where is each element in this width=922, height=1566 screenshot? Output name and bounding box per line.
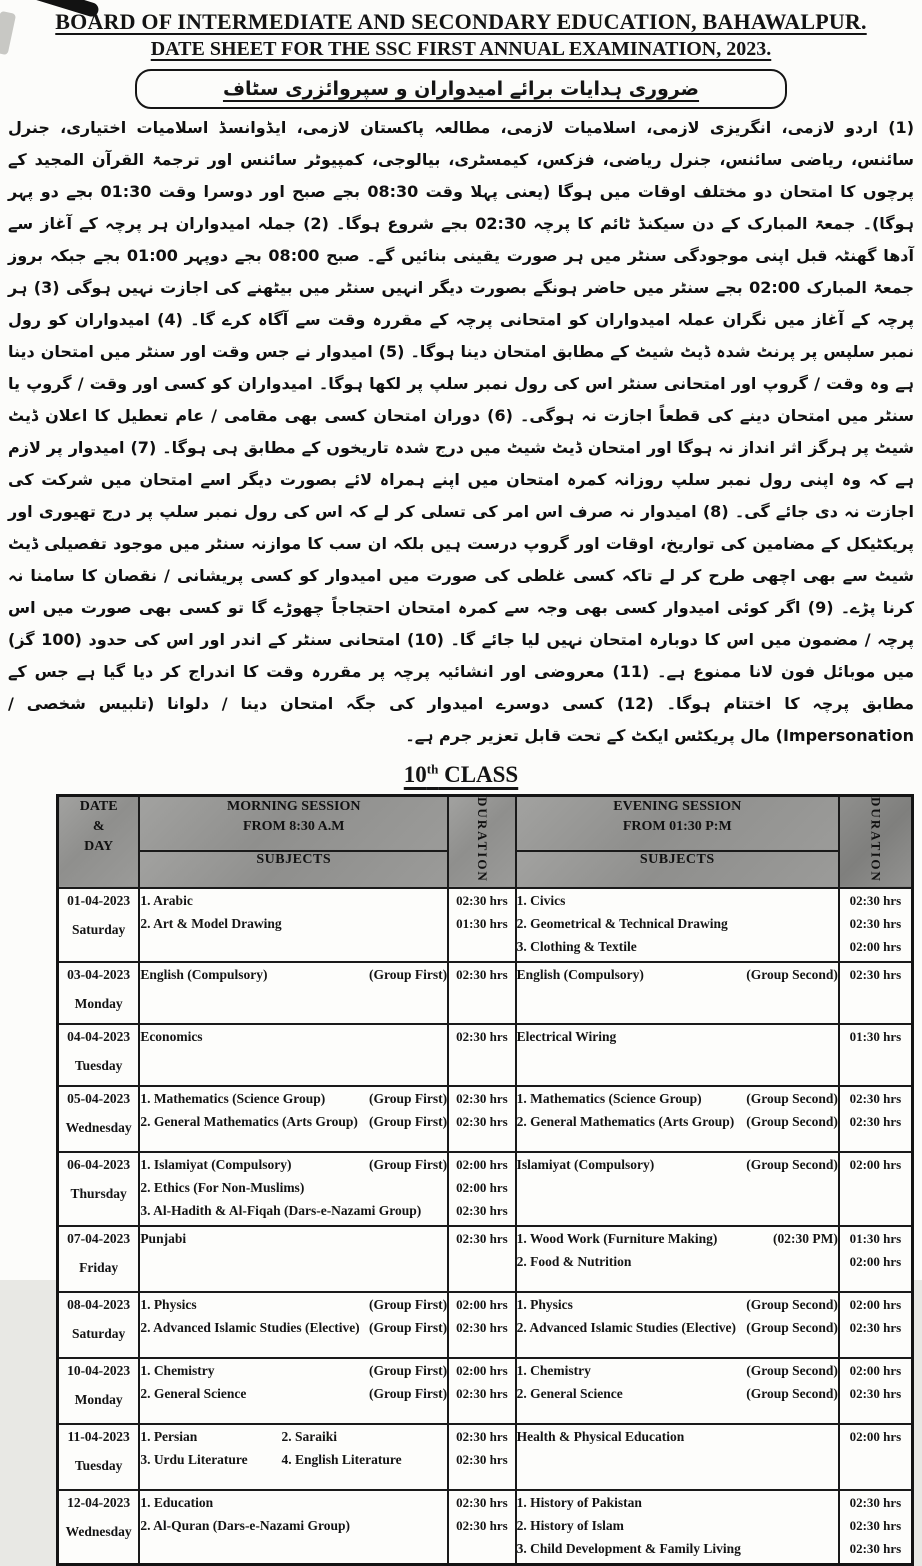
evening-duration-cell — [839, 1490, 913, 1564]
subject-line — [140, 963, 447, 986]
subject-name: English (Compulsory) — [516, 967, 644, 983]
subject-name: 2. Saraiki — [281, 1429, 337, 1445]
duration-value: 01:30 hrs — [849, 1029, 902, 1045]
date-cell — [58, 1152, 140, 1226]
subject-name: 1. Physics — [516, 1297, 573, 1313]
subject-name: 1. Wood Work (Furniture Making) — [516, 1231, 718, 1247]
evening-subjects-cell — [516, 962, 839, 1024]
class-heading — [0, 754, 922, 790]
subject-name: 2. Ethics (For Non-Muslims) — [140, 1180, 305, 1196]
evening-duration-cell — [839, 1024, 913, 1086]
col-header-date-day: DATE & DAY — [58, 795, 140, 888]
morning-duration-cell — [448, 1424, 516, 1490]
subject-line — [517, 1425, 838, 1448]
subject-name: 2. General Science — [140, 1386, 247, 1402]
morning-duration-cell — [448, 1226, 516, 1292]
table-row — [58, 1086, 913, 1152]
exam-day: Thursday — [70, 1186, 127, 1202]
col-header-duration-evening: DURATION — [839, 795, 913, 888]
table-row — [58, 1490, 913, 1564]
subject-name: Punjabi — [140, 1231, 187, 1247]
subject-line — [517, 1110, 838, 1133]
table-row — [58, 1292, 913, 1358]
duration-value: 02:00 hrs — [849, 1157, 902, 1173]
subject-line — [517, 1025, 838, 1048]
subject-name: 1. Islamiyat (Compulsory) — [140, 1157, 292, 1173]
subject-name: 3. Urdu Literature — [140, 1452, 248, 1468]
subject-name: 2. Advanced Islamic Studies (Elective) — [516, 1320, 737, 1336]
morning-subjects-cell — [139, 1358, 448, 1424]
subject-line — [140, 1359, 447, 1382]
group-label: (Group Second) — [746, 967, 838, 983]
date-cell — [58, 1024, 140, 1086]
class-ordinal: th — [426, 761, 439, 776]
exam-day: Wednesday — [65, 1120, 132, 1136]
subject-line — [140, 912, 447, 935]
subject-line — [517, 1153, 838, 1176]
datesheet-body — [58, 888, 913, 1564]
subject-line — [140, 1227, 447, 1250]
col-header-morning-subjects: SUBJECTS — [139, 851, 448, 888]
duration-value: 02:00 hrs — [849, 1254, 902, 1270]
duration-value: 02:30 hrs — [456, 967, 508, 983]
subject-name: Health & Physical Education — [516, 1429, 685, 1445]
subject-name: Islamiyat (Compulsory) — [516, 1157, 655, 1173]
subject-line — [517, 912, 838, 935]
duration-value: 02:30 hrs — [849, 1518, 902, 1534]
group-label: (Group First) — [369, 1114, 448, 1130]
subject-name: 2. History of Islam — [516, 1518, 624, 1534]
evening-subjects-cell — [516, 1292, 839, 1358]
morning-duration-cell — [448, 1358, 516, 1424]
duration-value: 02:30 hrs — [849, 916, 902, 932]
duration-value: 02:00 hrs — [849, 1429, 902, 1445]
exam-day: Tuesday — [74, 1058, 123, 1074]
group-label: (Group First) — [369, 1386, 448, 1402]
date-cell — [58, 1226, 140, 1292]
morning-duration-cell — [448, 1024, 516, 1086]
evening-duration-cell — [839, 1226, 913, 1292]
subject-name: 2. Advanced Islamic Studies (Elective) — [140, 1320, 360, 1336]
subject-line — [517, 1382, 838, 1405]
group-label: (Group Second) — [746, 1091, 838, 1107]
date-cell — [58, 1358, 140, 1424]
group-label: (Group First) — [369, 1320, 448, 1336]
group-label: (Group First) — [369, 1091, 448, 1107]
class-word: CLASS — [438, 761, 519, 787]
evening-duration-cell — [839, 888, 913, 962]
duration-value: 02:00 hrs — [849, 1363, 902, 1379]
group-label: (Group Second) — [746, 1157, 838, 1173]
subject-line — [140, 1153, 447, 1176]
morning-subjects-cell — [139, 1424, 448, 1490]
morning-subjects-cell — [139, 1152, 448, 1226]
duration-value: 02:30 hrs — [456, 1452, 508, 1468]
subject-name: 2. Art & Model Drawing — [140, 916, 282, 932]
evening-subjects-cell — [516, 1226, 839, 1292]
duration-value: 02:30 hrs — [849, 1541, 902, 1557]
subject-line — [517, 1537, 838, 1560]
morning-subjects-cell — [139, 1226, 448, 1292]
subject-line — [517, 935, 838, 958]
duration-value: 02:30 hrs — [456, 1386, 508, 1402]
morning-subjects-cell — [139, 962, 448, 1024]
group-label: (Group Second) — [746, 1386, 838, 1402]
duration-value: 02:30 hrs — [456, 1203, 508, 1219]
morning-duration-cell — [448, 1490, 516, 1564]
evening-duration-cell — [839, 1292, 913, 1358]
group-label: (02:30 PM) — [772, 1231, 838, 1247]
table-row — [58, 1358, 913, 1424]
date-cell — [58, 1490, 140, 1564]
subject-line — [517, 1250, 838, 1273]
subject-line — [140, 1491, 447, 1514]
date-cell — [58, 888, 140, 962]
duration-value: 02:00 hrs — [456, 1180, 508, 1196]
duration-value: 02:00 hrs — [849, 939, 902, 955]
subject-line — [517, 1359, 838, 1382]
subject-name: 1. Arabic — [140, 893, 193, 909]
subject-name: 1. Persian — [140, 1429, 198, 1445]
group-label: (Group Second) — [746, 1363, 838, 1379]
subject-name: 2. General Mathematics (Arts Group) — [516, 1114, 735, 1130]
evening-duration-cell — [839, 1424, 913, 1490]
duration-value: 02:30 hrs — [456, 1091, 508, 1107]
duration-value: 02:30 hrs — [456, 1495, 508, 1511]
instructions-box — [135, 69, 787, 109]
morning-subjects-cell — [139, 1024, 448, 1086]
evening-subjects-cell — [516, 1490, 839, 1564]
morning-duration-cell — [448, 1152, 516, 1226]
subject-line — [140, 1316, 447, 1339]
col-header-evening-session: EVENING SESSION FROM 01:30 P:M — [516, 795, 839, 851]
col-header-morning-session: MORNING SESSION FROM 8:30 A.M — [139, 795, 448, 851]
col-header-duration-morning: DURATION — [448, 795, 516, 888]
subject-name: 2. General Science — [516, 1386, 623, 1402]
exam-date: 06-04-2023 — [67, 1157, 131, 1173]
subject-name: 1. Mathematics (Science Group) — [516, 1091, 702, 1107]
evening-duration-cell — [839, 962, 913, 1024]
duration-value: 02:30 hrs — [849, 1091, 902, 1107]
duration-value: 02:30 hrs — [456, 1518, 508, 1534]
duration-value: 02:30 hrs — [849, 967, 902, 983]
evening-subjects-cell — [516, 1424, 839, 1490]
group-label: (Group Second) — [746, 1320, 838, 1336]
subject-line — [140, 1025, 447, 1048]
exam-date: 05-04-2023 — [67, 1091, 131, 1107]
exam-day: Tuesday — [74, 1458, 123, 1474]
subject-line — [517, 1491, 838, 1514]
duration-value: 02:30 hrs — [849, 1320, 902, 1336]
morning-subjects-cell — [139, 1292, 448, 1358]
subject-line — [140, 1176, 447, 1199]
morning-subjects-cell — [139, 1490, 448, 1564]
group-label: (Group Second) — [746, 1297, 838, 1313]
datesheet-title: DATE SHEET FOR THE SSC FIRST ANNUAL EXAMINATION, 2023. — [150, 38, 772, 60]
subject-line — [517, 1227, 838, 1250]
subject-name: 2. Al-Quran (Dars-e-Nazami Group) — [140, 1518, 351, 1534]
subject-name: 3. Child Development & Family Living — [516, 1541, 741, 1557]
date-cell — [58, 1424, 140, 1490]
subject-line — [517, 1293, 838, 1316]
duration-value: 02:30 hrs — [849, 1495, 902, 1511]
morning-subjects-cell — [139, 888, 448, 962]
evening-subjects-cell — [516, 1358, 839, 1424]
table-row — [58, 1024, 913, 1086]
exam-date: 12-04-2023 — [67, 1495, 131, 1511]
date-cell — [58, 1086, 140, 1152]
duration-value: 02:00 hrs — [456, 1363, 508, 1379]
evening-subjects-cell — [516, 1024, 839, 1086]
exam-day: Wednesday — [65, 1524, 132, 1540]
subject-line — [517, 889, 838, 912]
exam-day: Monday — [74, 996, 123, 1012]
instructions-box-title: ضروری ہدایات برائے امیدواران و سپروائزری سٹاف — [222, 78, 700, 100]
exam-date: 03-04-2023 — [67, 967, 131, 983]
duration-value: 02:30 hrs — [456, 1029, 508, 1045]
morning-duration-cell — [448, 1292, 516, 1358]
subject-name: 3. Clothing & Textile — [516, 939, 637, 955]
duration-value: 02:30 hrs — [849, 1386, 902, 1402]
subject-name: Electrical Wiring — [516, 1029, 617, 1045]
exam-date: 07-04-2023 — [67, 1231, 131, 1247]
subject-name: 2. General Mathematics (Arts Group) — [140, 1114, 358, 1130]
morning-duration-cell — [448, 888, 516, 962]
exam-day: Monday — [74, 1392, 123, 1408]
group-label: (Group First) — [369, 1297, 448, 1313]
subject-name: 4. English Literature — [281, 1452, 402, 1468]
col-header-evening-subjects: SUBJECTS — [516, 851, 839, 888]
instructions-text: (1) اردو لازمی، انگریزی لازمی، اسلامیات لازمی، مطالعہ پاکستان لازمی، ایڈوانسڈ اسلامیات اختیاری، جنرل سائنس، ریاضی سائنس، جنرل ریاضی، فزکس، کیمسٹری، بیالوجی، کمپیوٹر سائنس اور ترجمۃ القرآن المجید کے پرچوں کا امتحان دو مختلف اوقات میں ہوگا (یعنی پہلا وقت 08:30 بجے صبح اور دوسرا وقت 01:30 بجے دو پہر ہوگا)۔ جمعۃ المبارک کے دن سیکنڈ ٹائم کا پرچہ 02:30 بجے شروع ہوگا۔ (2) جملہ امیدواران ہر پرچہ کے آغاز سے آدھا گھنٹہ قبل اپنی موجودگی سنٹر میں ہر صورت یقینی بنائیں گے۔ صبح 08:00 بجے دوپہر 01:00 بجے جبکہ بروز جمعۃ المبارک 02:00 بجے سنٹر میں حاضر ہونگے بصورت دیگر انہیں سنٹر میں بیٹھنے کی اجازت نہیں ہوگی (3) ہر پرچہ کے آغاز میں نگران عملہ امیدواران کو امتحانی پرچہ کے مقررہ وقت سے آگاہ کرے گا۔ (4) امیدواران کو رول نمبر سلپس پر پرنٹ شدہ ڈیٹ شیٹ کے مطابق امتحان دینا ہوگا۔ (5) امیدوار نے جس وقت اور سنٹر میں امتحان دینا ہے وہ وقت / گروپ اور امتحانی سنٹر اس کی رول نمبر سلپ پر لکھا ہوگا۔ امیدواران کو کسی اور وقت / گروپ یا سنٹر میں امتحان دینے کی قطعاً اجازت نہ ہوگی۔ (6) دوران امتحان کسی بھی مقامی / عام تعطیل کا اعلان ڈیٹ شیٹ پر ہرگز اثر انداز نہ ہوگا اور امتحان ڈیٹ شیٹ میں درج شدہ تاریخوں کے مطابق ہی ہوگا۔ (7) امیدوار پر لازم ہے کہ وہ اپنی رول نمبر سلپ روزانہ کمرہ امتحان میں اپنے ہمراہ لائے بصورت دیگر اسے امتحان میں شرکت کی اجازت نہ دی جائے گی۔ (8) امیدوار نہ صرف اس امر کی تسلی کر لے کہ اس کی رول نمبر سلپ پر درج تھیوری اور پریکٹیکل کے مضامین کی تواریخ، اوقات اور گروپ درست ہیں بلکہ ان سب کا موازنہ سنٹر میں موجود تفصیلی ڈیٹ شیٹ سے بھی اچھی طرح کر لے تاکہ کسی غلطی کی صورت میں امیدوار کو کسی پریشانی / نقصان کا سامنا نہ کرنا پڑے۔ (9) اگر کوئی امیدوار کسی بھی وجہ سے کمرہ امتحان احتجاجاً چھوڑے گا تو کسی بھی صورت میں اس پرچہ / مضمون میں اس کا دوبارہ امتحان نہیں لیا جائے گا۔ (10) امتحانی سنٹر کے اندر اور اس کی حدود (100 گز) میں موبائل فون لانا ممنوع ہے۔ (11) معروضی اور انشائیہ پرچہ پر مقررہ وقت کا اندراج کر دیا گیا ہے جس کے مطابق پرچہ کا اختتام ہوگا۔ (12) کسی دوسرے امیدوار کی جگہ امتحان دینا / دلوانا (تلبیس شخصی / Impersonation) مال پریکٹس ایکٹ کے تحت قابل تعزیر جرم ہے۔ — [8, 118, 915, 745]
evening-duration-cell — [839, 1086, 913, 1152]
morning-duration-cell — [448, 962, 516, 1024]
group-label: (Group First) — [369, 967, 448, 983]
subject-line — [140, 1087, 447, 1110]
subject-line — [140, 1382, 447, 1405]
date-cell — [58, 962, 140, 1024]
subject-name: 1. History of Pakistan — [516, 1495, 642, 1511]
duration-value: 02:30 hrs — [456, 1231, 508, 1247]
duration-value: 02:00 hrs — [456, 1157, 508, 1173]
datesheet-table — [56, 794, 914, 1566]
duration-value: 01:30 hrs — [849, 1231, 902, 1247]
subject-name: 1. Physics — [140, 1297, 197, 1313]
duration-value: 01:30 hrs — [456, 916, 508, 932]
table-row — [58, 1152, 913, 1226]
subject-line — [517, 1514, 838, 1537]
duration-value: 02:00 hrs — [849, 1297, 902, 1313]
subject-line — [140, 889, 447, 912]
exam-day: Saturday — [72, 1326, 126, 1342]
exam-day: Friday — [79, 1260, 119, 1276]
evening-duration-cell — [839, 1358, 913, 1424]
morning-subjects-cell — [139, 1086, 448, 1152]
duration-value: 02:00 hrs — [456, 1297, 508, 1313]
class-number: 10 — [403, 761, 427, 787]
exam-date: 11-04-2023 — [67, 1429, 130, 1445]
subject-line — [517, 963, 838, 986]
table-row — [58, 888, 913, 962]
subject-name: English (Compulsory) — [140, 967, 268, 983]
subject-line — [517, 1087, 838, 1110]
exam-date: 01-04-2023 — [67, 893, 131, 909]
subject-name: 2. Geometrical & Technical Drawing — [516, 916, 728, 932]
subject-line — [140, 1199, 447, 1222]
group-label: (Group First) — [369, 1363, 448, 1379]
subject-line — [517, 1316, 838, 1339]
subject-line — [140, 1425, 447, 1448]
group-label: (Group Second) — [746, 1114, 838, 1130]
duration-value: 02:30 hrs — [456, 1320, 508, 1336]
evening-subjects-cell — [516, 888, 839, 962]
subject-name: 1. Chemistry — [516, 1363, 591, 1379]
subject-name: 2. Food & Nutrition — [516, 1254, 632, 1270]
subject-name: Economics — [140, 1029, 203, 1045]
group-label: (Group First) — [369, 1157, 448, 1173]
duration-value: 02:30 hrs — [849, 1114, 902, 1130]
exam-date: 08-04-2023 — [67, 1297, 131, 1313]
subject-name: 1. Civics — [516, 893, 566, 909]
evening-duration-cell — [839, 1152, 913, 1226]
subject-line — [140, 1110, 447, 1133]
subject-line — [140, 1448, 447, 1471]
subject-line — [140, 1514, 447, 1537]
subject-name: 1. Mathematics (Science Group) — [140, 1091, 326, 1107]
board-title: BOARD OF INTERMEDIATE AND SECONDARY EDUCATION, BAHAWALPUR. — [55, 9, 867, 34]
subject-name: 1. Education — [140, 1495, 214, 1511]
table-row — [58, 1424, 913, 1490]
duration-value: 02:30 hrs — [456, 893, 508, 909]
duration-value: 02:30 hrs — [849, 893, 902, 909]
subject-name: 3. Al-Hadith & Al-Fiqah (Dars-e-Nazami Group) — [140, 1203, 422, 1219]
evening-subjects-cell — [516, 1086, 839, 1152]
exam-date: 10-04-2023 — [67, 1363, 131, 1379]
subject-line — [140, 1293, 447, 1316]
table-row — [58, 962, 913, 1024]
morning-duration-cell — [448, 1086, 516, 1152]
table-row — [58, 1226, 913, 1292]
exam-date: 04-04-2023 — [67, 1029, 131, 1045]
subject-name: 1. Chemistry — [140, 1363, 215, 1379]
evening-subjects-cell — [516, 1152, 839, 1226]
exam-day: Saturday — [72, 922, 126, 938]
duration-value: 02:30 hrs — [456, 1429, 508, 1445]
duration-value: 02:30 hrs — [456, 1114, 508, 1130]
date-cell — [58, 1292, 140, 1358]
